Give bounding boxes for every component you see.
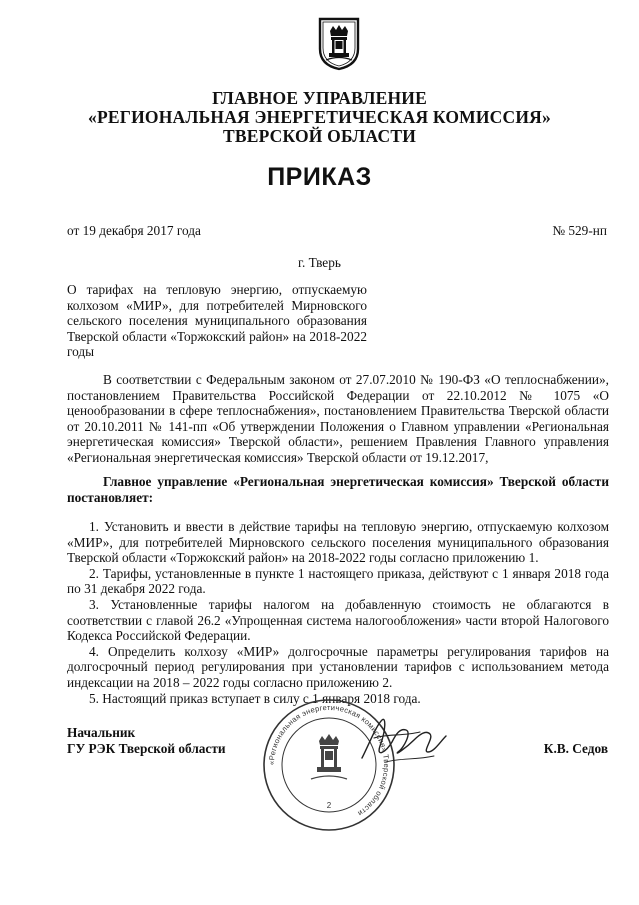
signatory-title-line-2: ГУ РЭК Тверской области [67, 741, 226, 756]
order-items-list [67, 519, 609, 706]
order-item: 3. Установленные тарифы налогом на добавленную стоимость не облагаются в соответствии с главой 26.2 «Упрощенная система налогообложения» части второй Налогового Кодекса Российской Федерации. [67, 596, 609, 644]
order-item: 2. Тарифы, установленные в пункте 1 настоящего приказа, действуют с 1 января 2018 года по 31 декабря 2022 года. [67, 565, 609, 597]
handwritten-signature [356, 712, 452, 770]
header-line-1: ГЛАВНОЕ УПРАВЛЕНИЕ [212, 88, 427, 108]
preamble-paragraph: В соответствии с Федеральным законом от 27.07.2010 № 190-ФЗ «О теплоснабжении», постановлением Правительства Российской Федерации от 22.10.2012 № 1075 «О ценообразовании в сфере теплоснабжения», постановлением Правительства Тверской области от 20.10.2011 № 141-пп «Об утверждении Положения о Главном управлении «Региональная энергетическая комиссия» Тверской области», решением Правления Главного управления «Региональная энергетическая комиссия» Тверской области от 19.12.2017, [67, 372, 609, 465]
header-line-2: «РЕГИОНАЛЬНАЯ ЭНЕРГЕТИЧЕСКАЯ КОМИССИЯ» [88, 107, 551, 127]
order-item: 1. Установить и ввести в действие тарифы на тепловую энергию, отпускаемую колхозом «МИР», для потребителей Мирновского сельского поселения муниципального образования Тверской области «Торжокский район» на 2018-2022 годы согласно приложению 1. [67, 519, 609, 566]
document-subject: О тарифах на тепловую энергию, отпускаемую колхозом «МИР», для потребителей Мирновского сельского поселения муниципального образования Тверской области «Торжокский район» на 2018-2022 годы [67, 282, 367, 360]
stamp-ring-text: «Региональная энергетическая комиссия» Тверской области [266, 702, 392, 819]
header-line-3: ТВЕРСКОЙ ОБЛАСТИ [222, 126, 417, 146]
document-type-title: ПРИКАЗ [267, 163, 372, 191]
order-item: 5. Настоящий приказ вступает в силу с 1 января 2018 года. [89, 690, 421, 706]
signatory-name: К.В. Седов [543, 741, 608, 756]
resolution-paragraph: Главное управление «Региональная энергетическая комиссия» Тверской области постановляет: [67, 474, 609, 505]
document-city: г. Тверь [298, 255, 341, 270]
stamp-number: 2 [326, 801, 332, 810]
order-item: 4. Определить колхозу «МИР» долгосрочные параметры регулирования тарифов на долгосрочный период регулирования при установлении тарифов с использованием метода индексации на 2018 – 2022 годы согласно приложению 2. [67, 643, 609, 690]
signatory-title-line-1: Начальник [67, 725, 136, 740]
coat-of-arms-emblem [318, 17, 360, 71]
document-date: от 19 декабря 2017 года [67, 223, 201, 238]
document-number: № 529-нп [552, 223, 607, 238]
signatory-title [67, 725, 226, 757]
